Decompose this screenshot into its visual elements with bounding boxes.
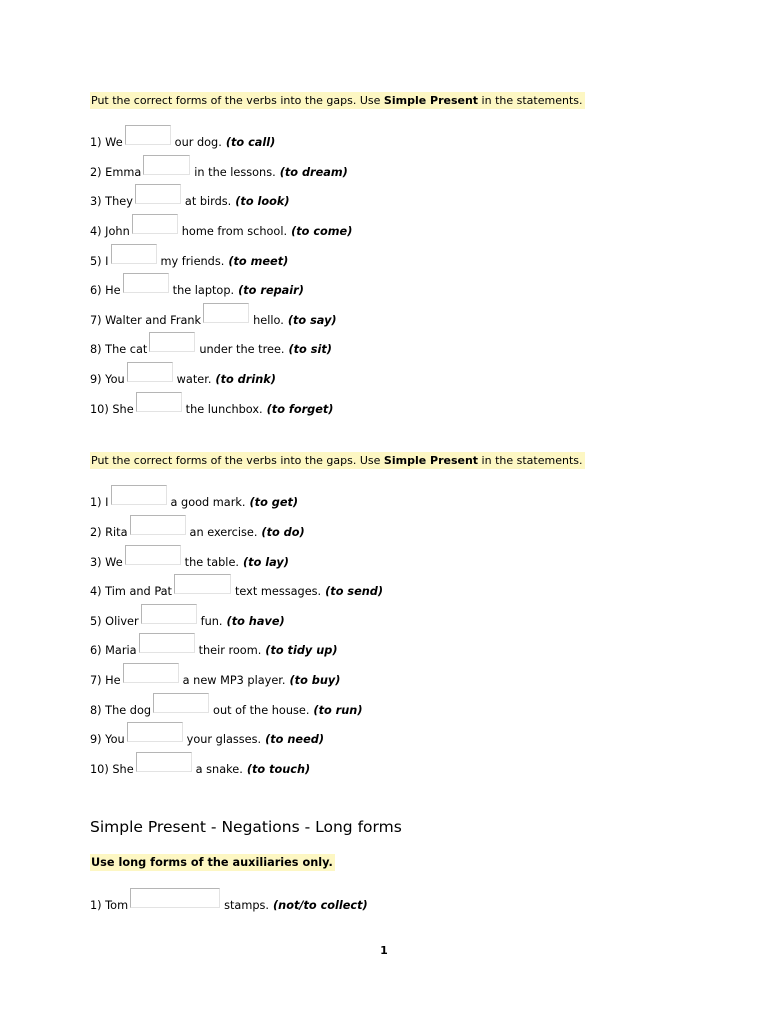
- item-suffix: my friends.: [160, 255, 225, 268]
- item-prefix: 3) They: [90, 195, 133, 208]
- item-prefix: 4) Tim and Pat: [90, 585, 172, 598]
- item-prefix: 4) John: [90, 225, 130, 238]
- answer-gap-input[interactable]: [136, 752, 192, 772]
- item-prefix: 6) He: [90, 284, 121, 297]
- item-prefix: 7) Walter and Frank: [90, 314, 202, 327]
- answer-gap-input[interactable]: [174, 574, 231, 594]
- item-prefix: 1) I: [90, 496, 109, 509]
- verb-hint: (to meet): [228, 255, 289, 268]
- item-suffix: out of the house.: [213, 704, 310, 717]
- verb-hint: (to forget): [266, 403, 334, 416]
- section3-heading: Simple Present - Negations - Long forms: [90, 818, 402, 836]
- item-suffix: their room.: [198, 644, 262, 657]
- item-suffix: a snake.: [195, 763, 243, 776]
- verb-hint: (to send): [325, 585, 384, 598]
- item-prefix: 2) Emma: [90, 166, 142, 179]
- section2-instruction: [90, 452, 585, 469]
- instruction-emphasis: Simple Present: [383, 94, 479, 107]
- section3-instruction: Use long forms of the auxiliaries only.: [91, 856, 333, 869]
- item-prefix: 8) The cat: [90, 343, 148, 356]
- verb-hint: (to sit): [288, 343, 332, 356]
- verb-hint: (to get): [249, 496, 299, 509]
- answer-gap-input[interactable]: [143, 155, 190, 175]
- answer-gap-input[interactable]: [203, 303, 249, 323]
- item-prefix: 1) Tom: [90, 899, 129, 912]
- verb-hint: (to dream): [279, 166, 348, 179]
- exercise-item: [90, 525, 305, 541]
- page-number: 1: [380, 944, 388, 957]
- exercise-item: [90, 762, 310, 778]
- item-prefix: 3) We: [90, 556, 123, 569]
- answer-gap-input[interactable]: [136, 392, 182, 412]
- item-prefix: 9) You: [90, 373, 125, 386]
- exercise-item: [90, 283, 304, 299]
- exercise-item: [90, 313, 337, 329]
- instruction-text-end: in the statements.: [478, 94, 583, 107]
- item-suffix: the table.: [184, 556, 239, 569]
- item-suffix: hello.: [253, 314, 284, 327]
- exercise-item: [90, 342, 332, 358]
- verb-hint: (to call): [225, 136, 276, 149]
- answer-gap-input[interactable]: [132, 214, 178, 234]
- exercise-item: [90, 673, 340, 689]
- exercise-item: [90, 584, 383, 600]
- exercise-item: [90, 555, 289, 571]
- item-prefix: 5) I: [90, 255, 109, 268]
- answer-gap-input[interactable]: [123, 663, 179, 683]
- verb-hint: (to need): [265, 733, 324, 746]
- exercise-item: [90, 372, 276, 388]
- item-suffix: an exercise.: [189, 526, 258, 539]
- exercise-item: [90, 224, 352, 240]
- item-prefix: 8) The dog: [90, 704, 152, 717]
- item-suffix: home from school.: [181, 225, 288, 238]
- verb-hint: (to come): [291, 225, 353, 238]
- instruction-text: Put the correct forms of the verbs into the gaps. Use: [91, 454, 384, 467]
- answer-gap-input[interactable]: [130, 888, 220, 908]
- exercise-item: [90, 254, 288, 270]
- item-prefix: 10) She: [90, 763, 134, 776]
- item-prefix: 7) He: [90, 674, 121, 687]
- verb-hint: (to say): [287, 314, 337, 327]
- item-suffix: text messages.: [234, 585, 322, 598]
- exercise-item: [90, 732, 324, 748]
- item-suffix: under the tree.: [199, 343, 285, 356]
- verb-hint: (to lay): [243, 556, 289, 569]
- answer-gap-input[interactable]: [141, 604, 197, 624]
- answer-gap-input[interactable]: [139, 633, 195, 653]
- verb-hint: (to repair): [238, 284, 304, 297]
- exercise-item: [90, 495, 298, 511]
- item-prefix: 1) We: [90, 136, 123, 149]
- item-suffix: a new MP3 player.: [182, 674, 286, 687]
- answer-gap-input[interactable]: [127, 722, 183, 742]
- item-suffix: your glasses.: [186, 733, 262, 746]
- item-suffix: in the lessons.: [194, 166, 276, 179]
- item-suffix: fun.: [200, 615, 223, 628]
- answer-gap-input[interactable]: [135, 184, 181, 204]
- verb-hint: (to buy): [289, 674, 341, 687]
- answer-gap-input[interactable]: [153, 693, 209, 713]
- exercise-item: [90, 165, 348, 181]
- item-prefix: 2) Rita: [90, 526, 128, 539]
- instruction-text-end: in the statements.: [478, 454, 583, 467]
- verb-hint: (to have): [226, 615, 285, 628]
- item-suffix: water.: [176, 373, 212, 386]
- verb-hint: (to do): [261, 526, 305, 539]
- item-suffix: a good mark.: [170, 496, 246, 509]
- item-prefix: 6) Maria: [90, 644, 137, 657]
- item-prefix: 5) Oliver: [90, 615, 139, 628]
- exercise-item: [90, 135, 275, 151]
- exercise-item: [90, 643, 338, 659]
- verb-hint: (to touch): [246, 763, 311, 776]
- verb-hint: (to run): [313, 704, 363, 717]
- answer-gap-input[interactable]: [125, 125, 171, 145]
- verb-hint: (to look): [235, 195, 290, 208]
- answer-gap-input[interactable]: [130, 515, 186, 535]
- item-suffix: the lunchbox.: [185, 403, 263, 416]
- item-suffix: stamps.: [224, 899, 269, 912]
- item-prefix: 9) You: [90, 733, 125, 746]
- item-suffix: our dog.: [174, 136, 222, 149]
- exercise-item: [90, 194, 290, 210]
- exercise-item: [90, 402, 333, 418]
- section1-instruction: [90, 92, 585, 109]
- verb-hint: (to tidy up): [265, 644, 338, 657]
- verb-hint: (not/to collect): [272, 899, 368, 912]
- instruction-emphasis: Simple Present: [383, 454, 479, 467]
- item-suffix: at birds.: [184, 195, 232, 208]
- answer-gap-input[interactable]: [125, 545, 181, 565]
- item-prefix: 10) She: [90, 403, 134, 416]
- exercise-item: [90, 898, 368, 914]
- exercise-item: [90, 614, 285, 630]
- verb-hint: (to drink): [215, 373, 276, 386]
- item-suffix: the laptop.: [172, 284, 235, 297]
- exercise-item: [90, 703, 363, 719]
- answer-gap-input[interactable]: [111, 485, 167, 505]
- instruction-text: Put the correct forms of the verbs into the gaps. Use: [91, 94, 384, 107]
- answer-gap-input[interactable]: [149, 332, 195, 352]
- answer-gap-input[interactable]: [123, 273, 169, 293]
- answer-gap-input[interactable]: [127, 362, 173, 382]
- answer-gap-input[interactable]: [111, 244, 157, 264]
